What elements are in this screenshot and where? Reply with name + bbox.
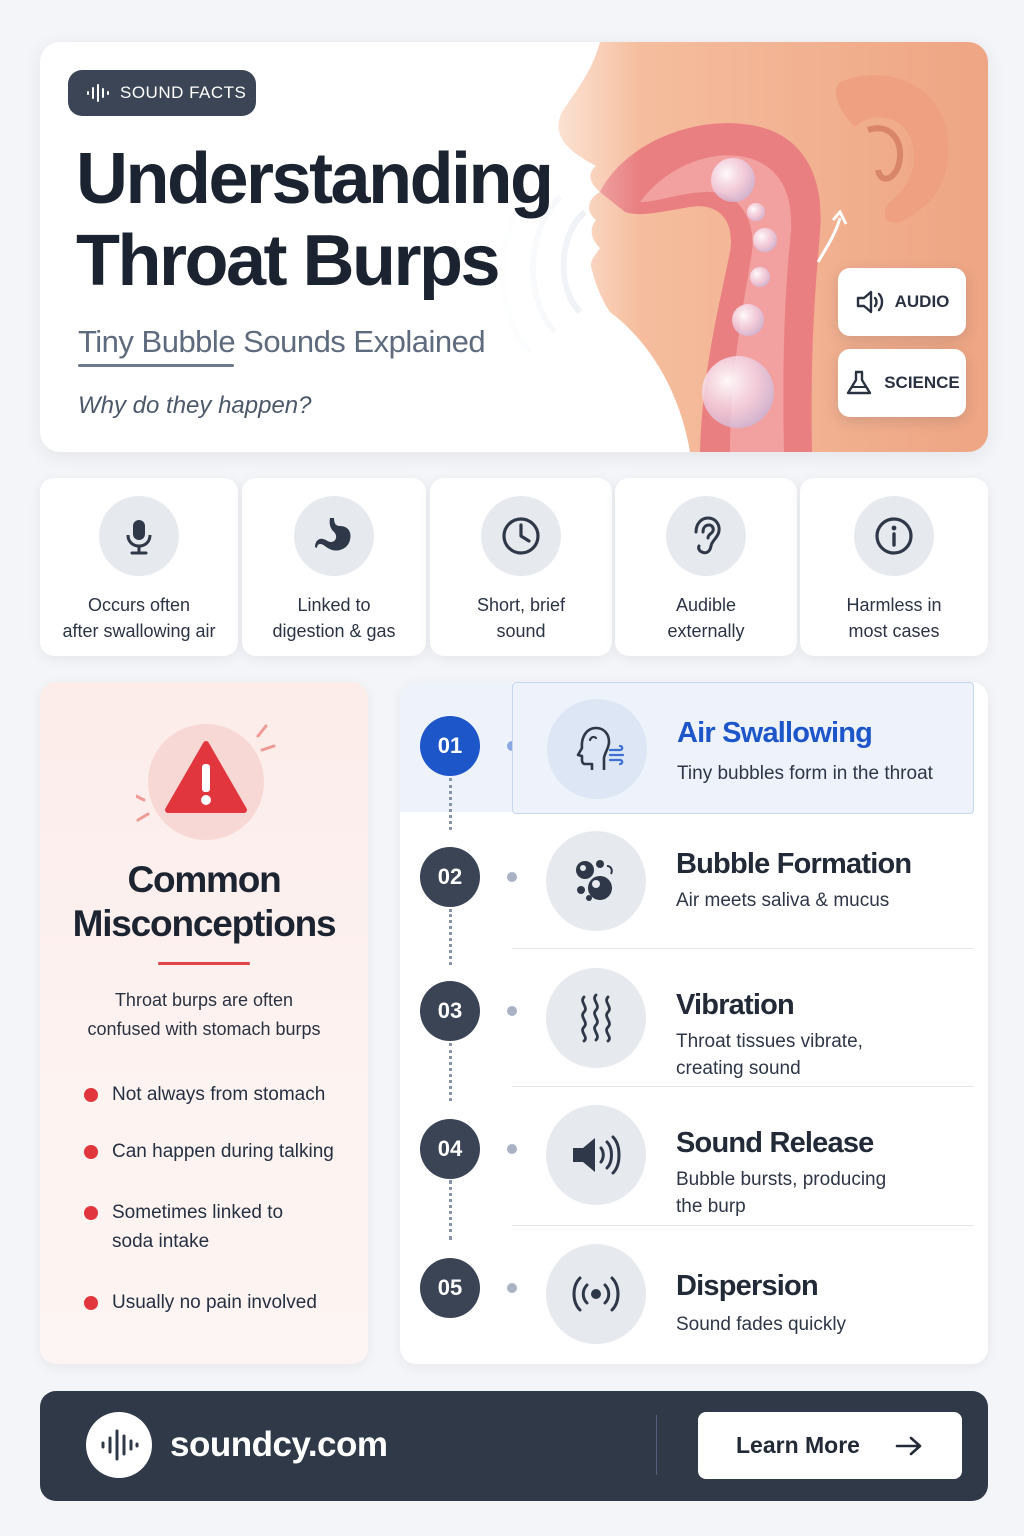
list-item [84, 1288, 344, 1317]
fact-text [266, 592, 401, 644]
desc-line: Bubble bursts, producing [676, 1169, 887, 1190]
site-logo[interactable] [86, 1412, 152, 1478]
list-item [84, 1080, 344, 1109]
fact-card [242, 478, 426, 656]
badge-label: SOUND FACTS [120, 83, 247, 102]
info-icon [872, 514, 916, 558]
speaker-icon [567, 1126, 625, 1184]
title-line-1: Understanding [76, 139, 552, 219]
process-steps [400, 682, 988, 1364]
fact-text [840, 592, 947, 644]
item-line: Can happen during talking [112, 1141, 334, 1162]
list-item [84, 1137, 344, 1166]
clock-icon [499, 514, 543, 558]
science-tag-label: SCIENCE [884, 373, 960, 392]
subtitle-underline [78, 364, 234, 367]
fact-card [40, 478, 238, 656]
fact-line: most cases [848, 621, 940, 641]
sound-facts-badge [68, 70, 256, 116]
fact-line: Short, brief [476, 595, 566, 615]
title-line: Common [127, 859, 281, 900]
fact-line: Harmless in [846, 595, 942, 615]
step-number: 04 [420, 1119, 480, 1179]
arrow-right-icon [894, 1435, 924, 1457]
fact-icon-wrap [294, 496, 374, 576]
step-number: 03 [420, 981, 480, 1041]
fact-text [471, 592, 571, 644]
step-card-vibration[interactable] [512, 949, 974, 1087]
microphone-icon [117, 514, 161, 558]
fact-card [615, 478, 797, 656]
step-connector [449, 909, 452, 965]
fact-line: Occurs often [87, 595, 191, 615]
fact-icon-wrap [854, 496, 934, 576]
item-line: Sometimes linked to [112, 1202, 284, 1223]
step-title: Sound Release [676, 1127, 874, 1159]
page-subtitle: Tiny Bubble Sounds Explained [78, 324, 486, 359]
title-line: Misconceptions [72, 903, 336, 944]
desc-line: Sound fades quickly [676, 1314, 847, 1335]
step-description [676, 1311, 956, 1338]
step-description [676, 1166, 956, 1220]
fact-line: Linked to [297, 595, 371, 615]
desc-line: Air meets saliva & mucus [676, 890, 890, 911]
step-card-sound-release[interactable] [512, 1087, 974, 1226]
misconceptions-description [60, 986, 348, 1044]
step-card-bubble-formation[interactable] [512, 814, 974, 949]
fact-line: Audible [675, 595, 737, 615]
site-link[interactable]: soundcy.com [170, 1425, 388, 1464]
fact-line: externally [667, 621, 745, 641]
fact-cards [40, 478, 988, 656]
step-number: 02 [420, 847, 480, 907]
step-description [676, 887, 956, 914]
list-item [84, 1198, 344, 1256]
learn-more-button[interactable] [698, 1412, 962, 1479]
science-tag[interactable] [838, 349, 966, 417]
desc-line: the burp [676, 1196, 746, 1217]
warning-icon [136, 722, 276, 842]
item-line: Usually no pain involved [112, 1292, 317, 1313]
step-card-dispersion[interactable] [512, 1226, 974, 1364]
audio-tag-label: AUDIO [894, 292, 950, 311]
step-title: Bubble Formation [676, 848, 912, 880]
step-title: Air Swallowing [677, 717, 873, 749]
audio-tag[interactable] [838, 268, 966, 336]
ear-icon [684, 514, 728, 558]
step-icon-wrap [546, 968, 646, 1068]
fact-card [800, 478, 988, 656]
hero-question: Why do they happen? [78, 392, 312, 419]
desc-line: Throat tissues vibrate, [676, 1031, 863, 1052]
item-line: soda intake [112, 1231, 210, 1252]
flask-icon [844, 369, 874, 397]
desc-line: Throat burps are often [114, 990, 294, 1010]
fact-line: after swallowing air [62, 621, 216, 641]
step-icon-wrap [546, 831, 646, 931]
step-icon-wrap [547, 699, 647, 799]
item-line: Not always from stomach [112, 1084, 326, 1105]
bubbles-icon [567, 852, 625, 910]
step-title: Vibration [676, 989, 794, 1021]
footer-bar [40, 1391, 988, 1501]
speaker-icon [855, 288, 885, 316]
fact-line: digestion & gas [272, 621, 396, 641]
sound-wave-icon [99, 1427, 139, 1463]
step-icon-wrap [546, 1244, 646, 1344]
fact-icon-wrap [666, 496, 746, 576]
fact-card [430, 478, 612, 656]
head-air-icon [568, 720, 626, 778]
step-icon-wrap [546, 1105, 646, 1205]
fact-text [661, 592, 750, 644]
broadcast-icon [567, 1265, 625, 1323]
page-title [76, 138, 556, 302]
step-number: 05 [420, 1258, 480, 1318]
learn-more-label: Learn More [736, 1432, 860, 1458]
fact-icon-wrap [99, 496, 179, 576]
title-line-2: Throat Burps [76, 221, 499, 301]
desc-line: confused with stomach burps [87, 1019, 321, 1039]
step-connector [449, 1043, 452, 1101]
sound-wave-icon [86, 83, 110, 103]
footer-divider [656, 1415, 657, 1475]
misconceptions-panel [40, 682, 368, 1364]
stomach-icon [312, 514, 356, 558]
hero-banner [40, 42, 988, 452]
fact-icon-wrap [481, 496, 561, 576]
step-description [677, 760, 967, 787]
step-description [676, 1028, 956, 1082]
step-number: 01 [420, 716, 480, 776]
desc-line: Tiny bubbles form in the throat [677, 763, 933, 784]
vibration-icon [567, 989, 625, 1047]
step-title: Dispersion [676, 1270, 818, 1302]
misconceptions-title [40, 858, 368, 946]
step-connector [449, 778, 452, 830]
title-divider [158, 962, 250, 965]
fact-line: sound [496, 621, 546, 641]
desc-line: creating sound [676, 1058, 801, 1079]
step-connector [449, 1180, 452, 1240]
step-card-air-swallowing[interactable] [512, 682, 974, 814]
fact-text [56, 592, 221, 644]
